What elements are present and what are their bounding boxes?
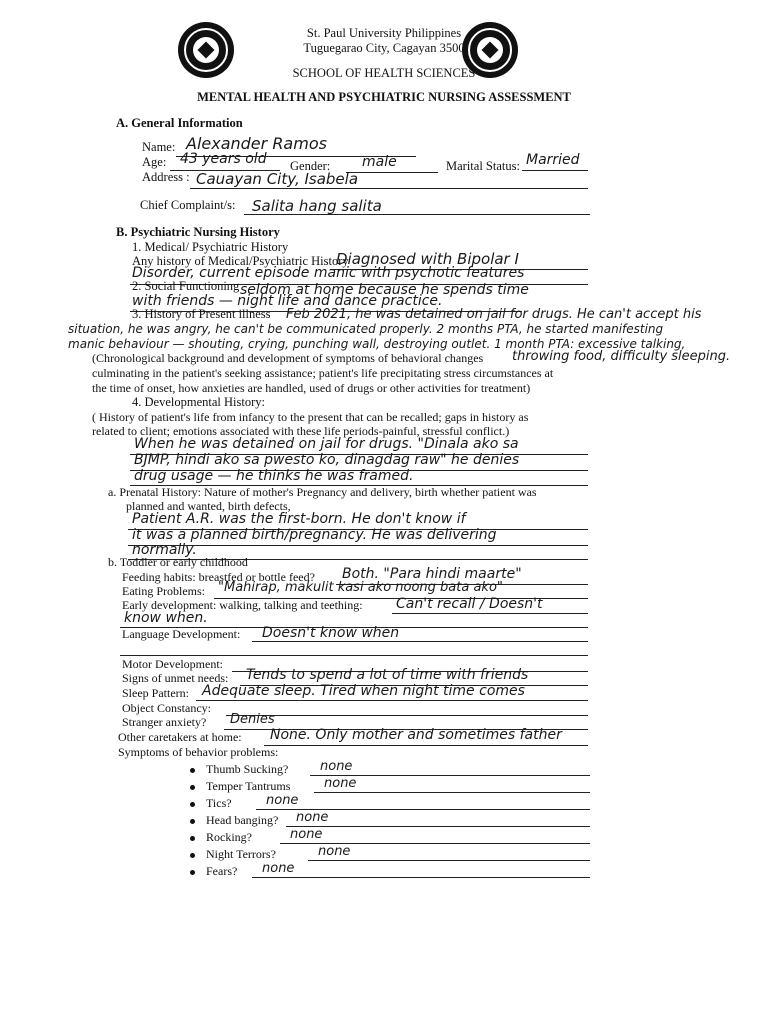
prenatal-history-answer-2: it was a planned birth/pregnancy. He was delivering: [132, 527, 497, 543]
name-value: Alexander Ramos: [186, 134, 327, 153]
symptom-bullet-icon: [190, 785, 195, 790]
symptom-bullet-icon: [190, 853, 195, 858]
early-development-value-2: know when.: [124, 610, 208, 626]
section-a-heading: A. General Information: [116, 116, 243, 130]
symptom-label: Night Terrors?: [206, 847, 276, 861]
section-b-heading: B. Psychiatric Nursing History: [116, 225, 280, 239]
eating-problems-label: Eating Problems:: [122, 584, 205, 598]
symptom-value: none: [320, 759, 353, 774]
present-illness-description-1: (Chronological background and development of symptoms of behavioral changes: [92, 351, 484, 365]
symptom-label: Thumb Sucking?: [206, 762, 289, 776]
symptom-label: Head banging?: [206, 813, 279, 827]
address-label: Address :: [142, 170, 190, 184]
name-label: Name:: [142, 140, 176, 154]
developmental-history-heading: 4. Developmental History:: [132, 395, 265, 409]
symptom-value: none: [266, 793, 299, 808]
feeding-habits-value: Both. "Para hindi maarte": [342, 566, 522, 582]
other-caretakers-value: None. Only mother and sometimes father: [270, 727, 562, 743]
early-development-value: Can't recall / Doesn't: [396, 596, 543, 612]
motor-development-label: Motor Development:: [122, 657, 223, 671]
social-functioning-answer-2: with friends — night life and dance practice.: [132, 293, 443, 309]
developmental-history-answer-1: When he was detained on jail for drugs. "Dinala ako sa: [134, 436, 519, 452]
toddler-childhood-label: b. Toddler or early childhood: [108, 555, 248, 569]
social-functioning-heading: 2. Social Functioning: [132, 279, 240, 293]
prenatal-history-answer-3: normally.: [132, 542, 197, 558]
present-illness-answer-3: manic behaviour — shouting, crying, punching wall, destroying outlet. 1 month PTA: excessive talking,: [68, 337, 686, 351]
feeding-habits-label: Feeding habits: breastfed or bottle feed?: [122, 570, 315, 584]
age-label: Age:: [142, 155, 167, 169]
present-illness-description-3: the time of onset, how anxieties are handled, used of drugs or other activities for treatment): [92, 381, 531, 395]
medical-history-answer-2: Disorder, current episode manic with psychotic features: [132, 265, 525, 281]
present-illness-answer-4: throwing food, difficulty sleeping.: [512, 349, 731, 364]
symptom-bullet-icon: [190, 836, 195, 841]
medical-history-answer-1: Diagnosed with Bipolar I: [336, 250, 519, 268]
symptom-label: Rocking?: [206, 830, 252, 844]
chief-complaint-label: Chief Complaint/s:: [140, 198, 236, 212]
medical-history-heading: 1. Medical/ Psychiatric History: [132, 240, 289, 254]
symptom-bullet-icon: [190, 819, 195, 824]
unmet-needs-label: Signs of unmet needs:: [122, 671, 229, 685]
symptom-value: none: [296, 810, 329, 825]
age-value: 43 years old: [180, 151, 267, 167]
symptom-bullet-icon: [190, 768, 195, 773]
address-value: Cauayan City, Isabela: [196, 170, 359, 188]
sleep-pattern-label: Sleep Pattern:: [122, 686, 189, 700]
eating-problems-value: "Mahirap, makulit kasi ako noong bata ako": [218, 580, 503, 595]
symptom-label: Fears?: [206, 864, 238, 878]
gender-value: male: [362, 154, 397, 170]
chief-complaint-value: Salita hang salita: [252, 197, 382, 215]
developmental-history-answer-2: BJMP, hindi ako sa pwesto ko, dinagdag raw" he denies: [134, 452, 520, 468]
university-city: Tuguegarao City, Cagayan 3500: [303, 41, 465, 55]
sleep-pattern-value: Adequate sleep. Tired when night time comes: [202, 683, 525, 699]
object-constancy-label: Object Constancy:: [122, 701, 211, 715]
developmental-history-answer-3: drug usage — he thinks he was framed.: [134, 468, 414, 484]
language-development-label: Language Development:: [122, 627, 241, 641]
symptom-bullet-icon: [190, 870, 195, 875]
language-development-value: Doesn't know when: [262, 625, 400, 641]
symptom-label: Temper Tantrums: [206, 779, 291, 793]
social-functioning-answer-1: seldom at home because he spends time: [240, 282, 529, 298]
form-title: MENTAL HEALTH AND PSYCHIATRIC NURSING ASSESSMENT: [197, 90, 571, 104]
present-illness-answer-1: Feb 2021, he was detained on jail for drugs. He can't accept his: [286, 307, 702, 322]
unmet-needs-value: Tends to spend a lot of time with friends: [246, 667, 529, 683]
behavior-symptoms-label: Symptoms of behavior problems:: [118, 745, 279, 759]
other-caretakers-label: Other caretakers at home:: [118, 730, 242, 744]
prenatal-history-label: a. Prenatal History: Nature of mother's Pregnancy and delivery, birth whether patient was: [108, 485, 537, 499]
prenatal-history-answer-1: Patient A.R. was the first-born. He don't know if: [132, 511, 466, 527]
medical-history-question: Any history of Medical/Psychiatric History: [132, 254, 349, 268]
symptom-value: none: [262, 861, 295, 876]
school-name: SCHOOL OF HEALTH SCIENCES: [292, 66, 476, 80]
symptom-bullet-icon: [190, 802, 195, 807]
symptom-value: none: [324, 776, 357, 791]
gender-label: Gender:: [290, 159, 331, 173]
marital-status-label: Marital Status:: [446, 159, 520, 173]
symptom-label: Tics?: [206, 796, 232, 810]
marital-status-value: Married: [526, 152, 580, 168]
present-illness-answer-2: situation, he was angry, he can't be communicated properly. 2 months PTA, he started manifesting: [68, 322, 664, 336]
developmental-history-description-2: related to client; emotions associated with these life periods-painful, stressful conflict.): [92, 424, 510, 438]
present-illness-heading: 3. History of Present illness: [132, 307, 271, 321]
stranger-anxiety-label: Stranger anxiety?: [122, 715, 207, 729]
stranger-anxiety-value: Denies: [230, 712, 275, 727]
prenatal-history-label-2: planned and wanted, birth defects,: [126, 499, 291, 513]
university-name: St. Paul University Philippines: [306, 26, 462, 40]
present-illness-description-2: culminating in the patient's seeking assistance; patient's life precipitating stress circumstances at: [92, 366, 554, 380]
symptom-value: none: [318, 844, 351, 859]
early-development-label: Early development: walking, talking and teething:: [122, 598, 363, 612]
developmental-history-description-1: ( History of patient's life from infancy to the present that can be recalled; gaps in history as: [92, 410, 529, 424]
symptom-value: none: [290, 827, 323, 842]
